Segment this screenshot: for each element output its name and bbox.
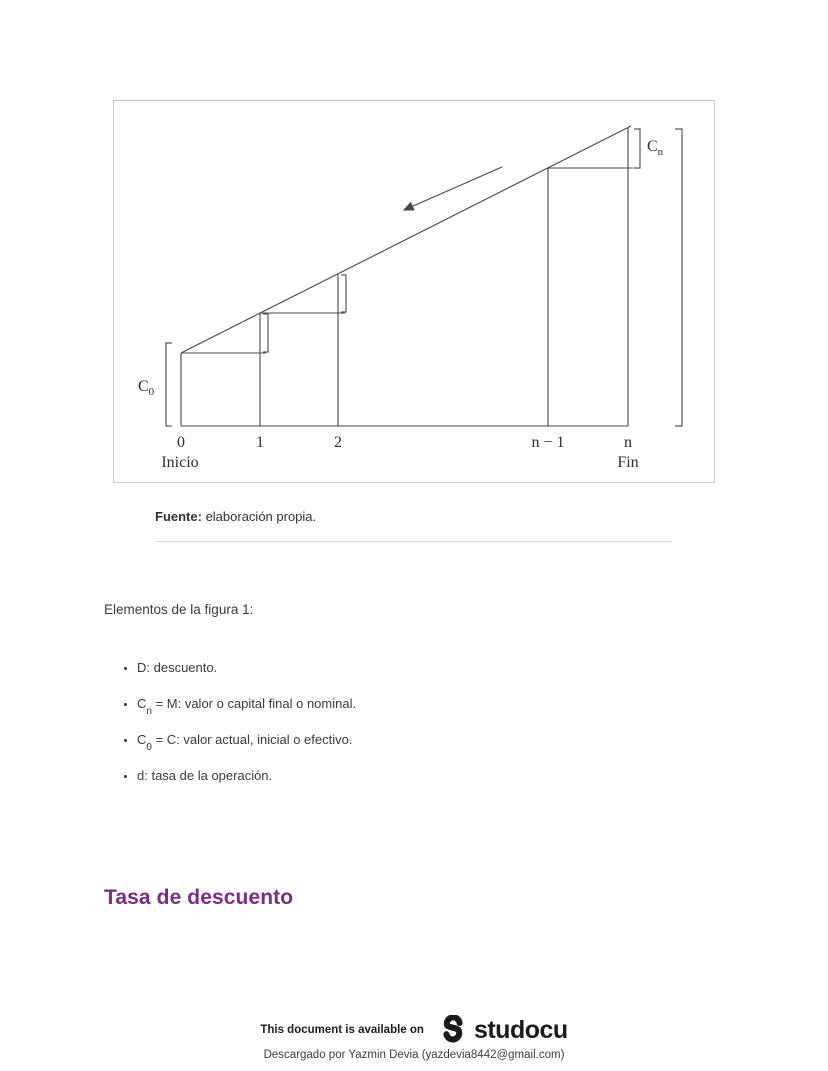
figure-elements-intro: Elementos de la figura 1: bbox=[104, 602, 254, 617]
growth-lines bbox=[181, 126, 633, 353]
figure-elements-list bbox=[137, 660, 356, 804]
total-right-bracket bbox=[675, 129, 682, 426]
footer-available-text: This document is available on bbox=[260, 1024, 424, 1036]
c0-label: $C_0$ bbox=[138, 378, 155, 398]
studocu-icon bbox=[438, 1015, 468, 1045]
inicio-label: Inicio bbox=[161, 454, 199, 471]
cn-bracket bbox=[634, 129, 640, 168]
studocu-wordmark: studocu bbox=[473, 1015, 568, 1044]
footer-brand-row bbox=[0, 1012, 828, 1048]
tick-n-minus-1: n − 1 bbox=[531, 434, 565, 451]
brackets bbox=[166, 129, 682, 426]
c0-bracket bbox=[166, 343, 172, 426]
axis-lines bbox=[181, 128, 628, 426]
tick-n: n bbox=[624, 434, 632, 451]
tick-2: 2 bbox=[334, 434, 342, 451]
step-bracket-2 bbox=[341, 275, 346, 312]
discount-arrow bbox=[404, 167, 502, 210]
figure-labels bbox=[138, 138, 664, 471]
tick-1: 1 bbox=[256, 434, 264, 451]
fin-label: Fin bbox=[617, 454, 639, 471]
step-bracket-1 bbox=[263, 314, 268, 352]
diagonal-line bbox=[181, 126, 631, 353]
list-item: • $C_0 = C$: valor actual, inicial o efectivo. bbox=[137, 732, 356, 748]
discount-timeline-diagram bbox=[114, 101, 714, 482]
list-item: • $C_n = M$: valor o capital final o nominal. bbox=[137, 696, 356, 712]
footer-downloaded-text: Descargado por Yazmin Devia (yazdevia8442@gmail.com) bbox=[263, 1049, 565, 1061]
cn-label: $C_n$ bbox=[647, 138, 664, 158]
tick-0: 0 bbox=[177, 434, 185, 451]
section-divider bbox=[155, 541, 672, 542]
section-heading: Tasa de descuento bbox=[104, 886, 294, 909]
list-item: • D: descuento. bbox=[137, 660, 356, 676]
figure-caption bbox=[155, 509, 316, 524]
list-item: • d: tasa de la operación. bbox=[137, 768, 356, 784]
studocu-logo[interactable] bbox=[438, 1015, 568, 1045]
figure-1-box bbox=[113, 100, 715, 483]
figure-caption-label: Fuente: bbox=[155, 509, 202, 524]
figure-caption-text: elaboración propia. bbox=[201, 509, 317, 524]
